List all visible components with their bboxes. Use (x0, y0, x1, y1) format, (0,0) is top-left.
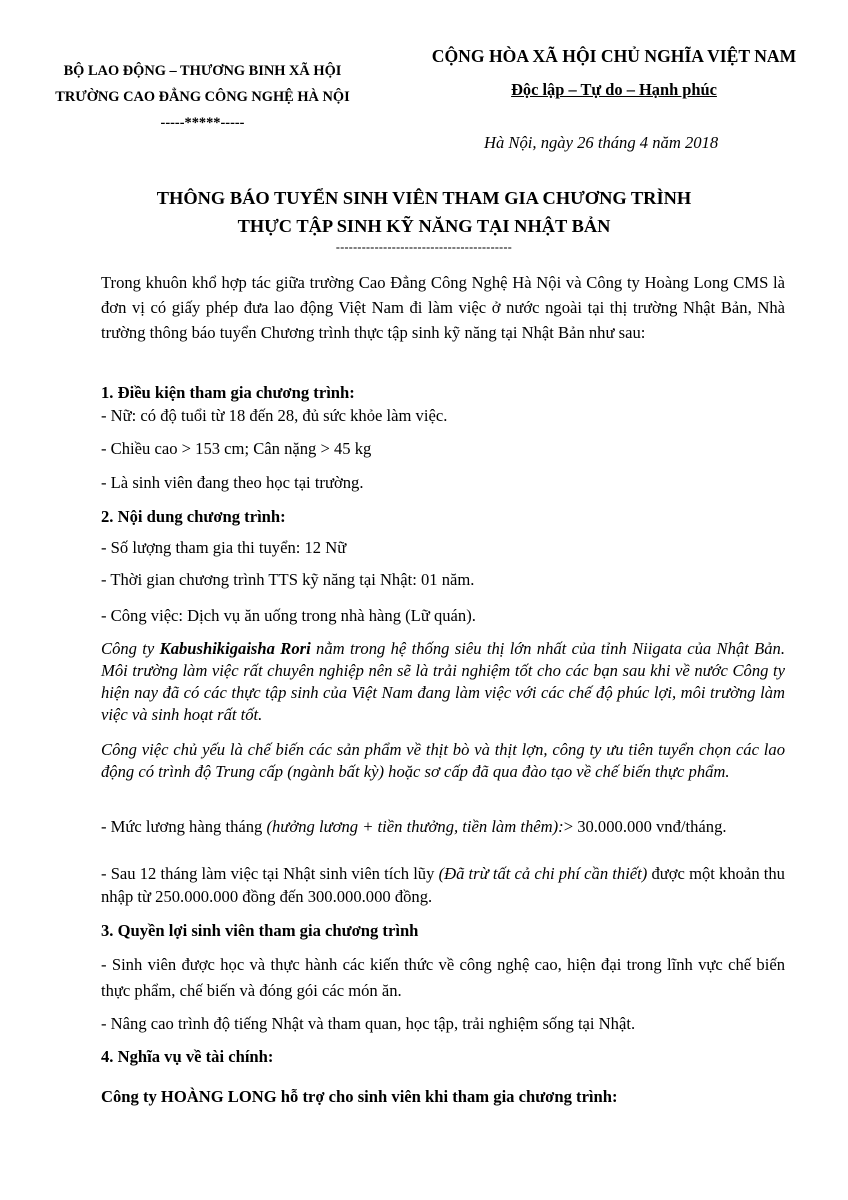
salary-post: > 30.000.000 vnđ/tháng. (563, 817, 727, 836)
salary-pre: - Mức lương hàng tháng (101, 817, 267, 836)
company-post: nằm trong hệ thống siêu thị lớn nhất của tỉnh Niigata của Nhật Bản. Môi trường làm việc rất chuyên nghiệp nên sẽ là trải nghiệm tốt cho các bạn sau khi về nước Công ty hiện nay đã có các thực tập sinh của Việt Nam đang làm việc với các chế độ phúc lợi, môi trường làm việc và sinh hoạt rất tốt. (101, 639, 786, 724)
list-item: - Là sinh viên đang theo học tại trường. (101, 473, 364, 492)
savings-pre: - Sau 12 tháng làm việc tại Nhật sinh viên tích lũy (101, 864, 439, 883)
section-1-heading: 1. Điều kiện tham gia chương trình: (101, 383, 355, 402)
work-description: Công việc chủ yếu là chế biến các sản phẩm về thịt bò và thịt lợn, công ty ưu tiên tuyển chọn các lao động có trình độ Trung cấp (ngành bất kỳ) hoặc sơ cấp đã qua đào tạo về chế biến thực phẩm. (101, 740, 785, 781)
salary-italic: (hưởng lương + tiền thưởng, tiền làm thêm): (266, 817, 564, 836)
support-statement: Công ty HOÀNG LONG hỗ trợ cho sinh viên khi tham gia chương trình: (101, 1087, 618, 1106)
title-line-2: THỰC TẬP SINH KỸ NĂNG TẠI NHẬT BẢN (237, 216, 611, 236)
motto-text: Độc lập – Tự do – Hạnh phúc (511, 80, 717, 99)
company-pre: Công ty (101, 639, 160, 658)
title-line-1: THÔNG BÁO TUYỂN SINH VIÊN THAM GIA CHƯƠNG TRÌNH (156, 188, 692, 208)
school-rule: -----*****----- (160, 115, 245, 131)
title-rule: ----------------------------------------- (335, 240, 513, 254)
ministry-name: BỘ LAO ĐỘNG – THƯƠNG BINH XÃ HỘI (63, 63, 342, 79)
savings-post: được một khoản thu nhập từ 250.000.000 đồng đến 300.000.000 đồng. (101, 864, 785, 906)
list-item: - Thời gian chương trình TTS kỹ năng tại Nhật: 01 năm. (101, 570, 475, 589)
company-paragraph (101, 638, 785, 726)
section-2-heading: 2. Nội dung chương trình: (101, 507, 286, 526)
list-item: - Nữ: có độ tuổi từ 18 đến 28, đủ sức khỏe làm việc. (101, 406, 448, 425)
savings-paragraph (101, 862, 785, 908)
list-item: - Công việc: Dịch vụ ăn uống trong nhà hàng (Lữ quán). (101, 606, 476, 625)
list-item: - Sinh viên được học và thực hành các kiến thức về công nghệ cao, hiện đại trong lĩnh vực chế biến thực phẩm, chế biến và đóng gói các món ăn. (101, 955, 785, 1000)
list-item: - Chiều cao > 153 cm; Cân nặng > 45 kg (101, 439, 372, 458)
list-item: - Số lượng tham gia thi tuyển: 12 Nữ (101, 538, 347, 557)
list-item: - Nâng cao trình độ tiếng Nhật và tham quan, học tập, trải nghiệm sống tại Nhật. (101, 1014, 636, 1033)
savings-italic: (Đã trừ tất cả chi phí cần thiết) (438, 864, 648, 883)
motto (408, 75, 820, 105)
issue-date: Hà Nội, ngày 26 tháng 4 năm 2018 (484, 133, 719, 152)
school-name: TRƯỜNG CAO ĐẲNG CÔNG NGHỆ HÀ NỘI (55, 89, 350, 105)
issuer-block (30, 58, 375, 136)
salary-paragraph (101, 815, 785, 838)
section-4-heading: 4. Nghĩa vụ về tài chính: (101, 1047, 274, 1066)
company-name: Kabushikigaisha Rori (159, 639, 311, 658)
section-3-heading: 3. Quyền lợi sinh viên tham gia chương trình (101, 921, 419, 940)
nation-title: CỘNG HÒA XÃ HỘI CHỦ NGHĨA VIỆT NAM (431, 46, 797, 66)
intro-paragraph: Trong khuôn khổ hợp tác giữa trường Cao Đẳng Công Nghệ Hà Nội và Công ty Hoàng Long CMS là đơn vị có giấy phép đưa lao động Việt Nam đi làm việc ở nước ngoài tại thị trường Nhật Bản, Nhà trường thông báo tuyển Chương trình thực tập sinh kỹ năng tại Nhật Bản như sau: (101, 273, 785, 342)
nation-block (408, 41, 820, 105)
document-title (60, 184, 788, 240)
